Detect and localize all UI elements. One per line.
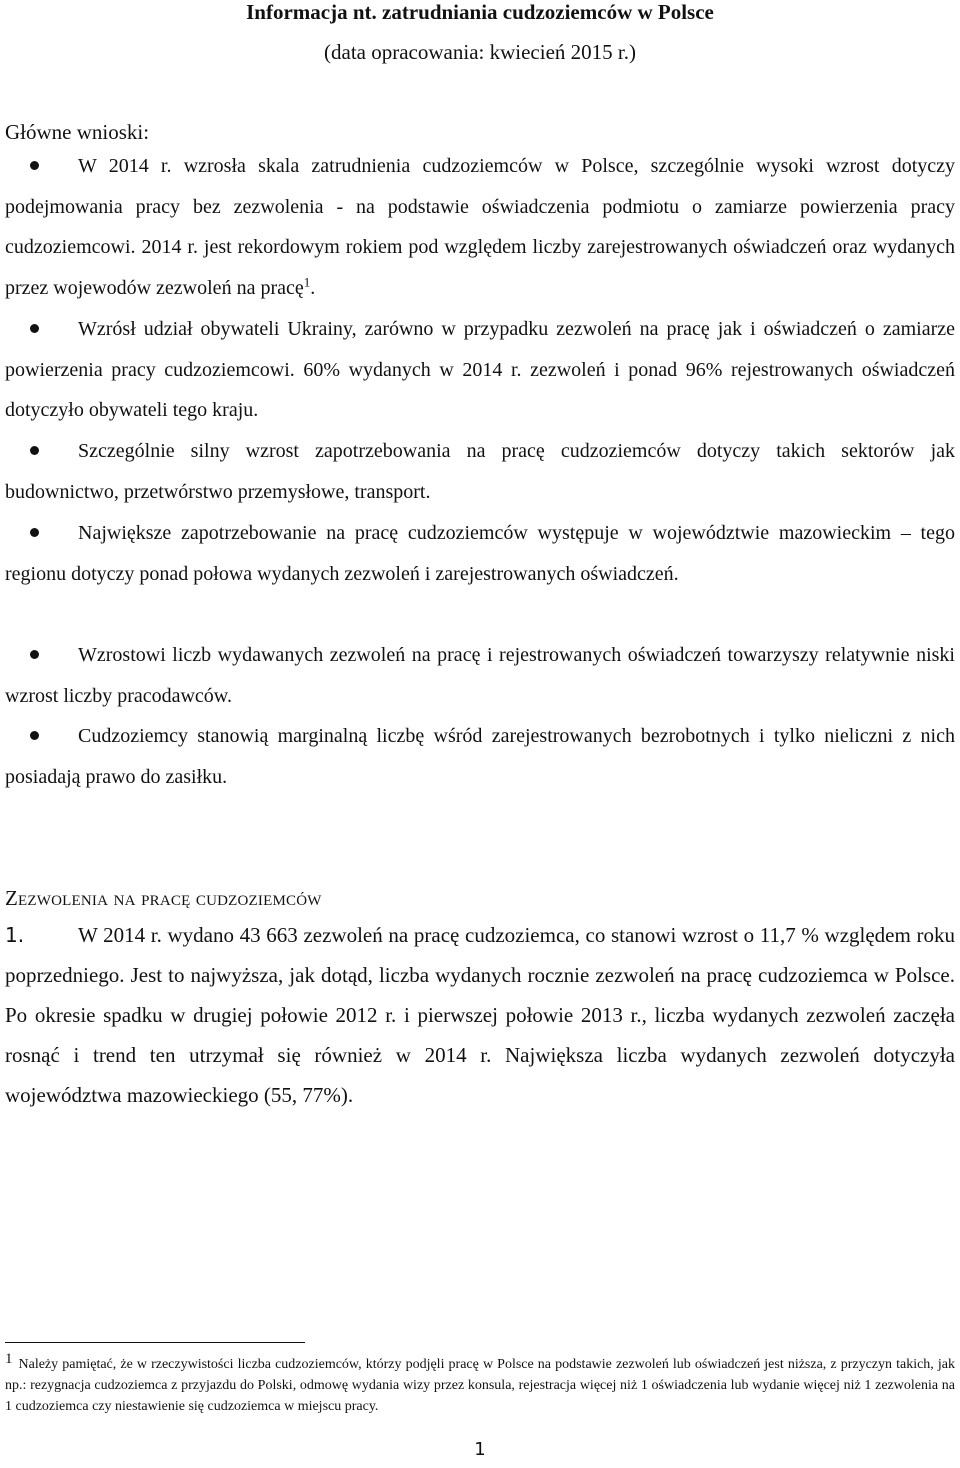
bullet-icon [30,161,39,170]
bullet-icon [30,731,39,740]
footnote-ref[interactable]: 1 [303,273,311,289]
footnote-text: Należy pamiętać, że w rzeczywistości liczba cudzoziemców, którzy podjęli pracę w Polsce na podstawie zezwoleń lub oświadczeń jest niższa, z przyczyn takich, jak np.: rezygnacja cudzoziemca z przyjazdu do Polski, odmowę wydania wizy przez konsula, rejestracja więcej niż 1 oświadczenia lub wydanie więcej niż 1 zezwolenia na 1 cudzoziemca czy niestawienie się cudzoziemca w miejscu pracy. [5,1357,955,1414]
conclusion-text: Szczególnie silny wzrost zapotrzebowania na pracę cudzoziemców dotyczy takich sektorów jak budownictwo, przetwórstwo przemysłowe, transport. [5,440,955,503]
bullet-icon [30,528,39,537]
footnote-separator [5,1342,305,1343]
paragraph-text: W 2014 r. wydano 43 663 zezwoleń na pracę cudzoziemca, co stanowi wzrost o 11,7 % względem roku poprzedniego. Jest to najwyższa, jak dotąd, liczba wydanych rocznie zezwoleń na pracę cudzoziemca w Polsce. Po okresie spadku w drugiej połowie 2012 r. i pierwszej połowie 2013 r., liczba wydanych zezwoleń zaczęła rosnąć i trend ten utrzymał się również w 2014 r. Największa liczba wydanych zezwoleń dotyczyła województwa mazowieckiego (55, 77%). [5,923,955,1107]
conclusion-item [5,635,955,716]
document-title: Informacja nt. zatrudniania cudzoziemców w Polsce [246,0,714,24]
conclusion-item [5,431,955,512]
conclusion-text: W 2014 r. wzrosła skala zatrudnienia cudzoziemców w Polsce, szczególnie wysoki wzrost dotyczy podejmowania pracy bez zezwolenia - na podstawie oświadczenia podmiotu o zamiarze powierzenia pracy cudzoziemcowi. 2014 r. jest rekordowym rokiem pod względem liczby zarejestrowanych oświadczeń oraz wydanych przez wojewodów zezwoleń na pracę [5,155,955,299]
section-paragraph [5,915,955,1115]
conclusions-heading: Główne wnioski: [5,120,150,144]
conclusion-text: Cudzoziemcy stanowią marginalną liczbę wśród zarejestrowanych bezrobotnych i tylko nieliczni z nich posiadają prawo do zasiłku. [5,725,955,788]
conclusion-item [5,716,955,797]
conclusion-text: Wzrostowi liczb wydawanych zezwoleń na pracę i rejestrowanych oświadczeń towarzyszy relatywnie niski wzrost liczby pracodawców. [5,644,955,707]
paragraph-number: 1. [5,923,25,947]
conclusion-item [5,309,955,431]
conclusion-item: W 2014 r. wzrosła skala zatrudnienia cudzoziemców w Polsce, szczególnie wysoki wzrost dotyczy podejmowania pracy bez zezwolenia - na podstawie oświadczenia podmiotu o zamiarze powierzenia pracy cudzoziemcowi. 2014 r. jest rekordowym rokiem pod względem liczby zarejestrowanych oświadczeń oraz wydanych przez wojewodów zezwoleń na pracę$^1$. [5,155,955,299]
conclusion-text: Wzrósł udział obywateli Ukrainy, zarówno w przypadku zezwoleń na pracę jak i oświadczeń o zamiarze powierzenia pracy cudzoziemcowi. 60% wydanych w 2014 r. zezwoleń i ponad 96% rejestrowanych oświadczeń dotyczyło obywateli tego kraju. [5,318,955,421]
bullet-icon [30,650,39,659]
document-subtitle: (data opracowania: kwiecień 2015 r.) [324,40,636,64]
footnote [5,1349,955,1417]
section-title: Zezwolenia na pracę cudzoziemców [5,886,322,910]
footnote-number: 1 [5,1351,13,1367]
conclusion-text: Największe zapotrzebowanie na pracę cudzoziemców występuje w województwie mazowieckim – tego regionu dotyczy ponad połowa wydanych zezwoleń i zarejestrowanych oświadczeń. [5,522,955,585]
bullet-icon [30,324,39,333]
page-number: 1 [474,1439,486,1460]
bullet-icon [30,446,39,455]
conclusion-item [5,513,955,594]
